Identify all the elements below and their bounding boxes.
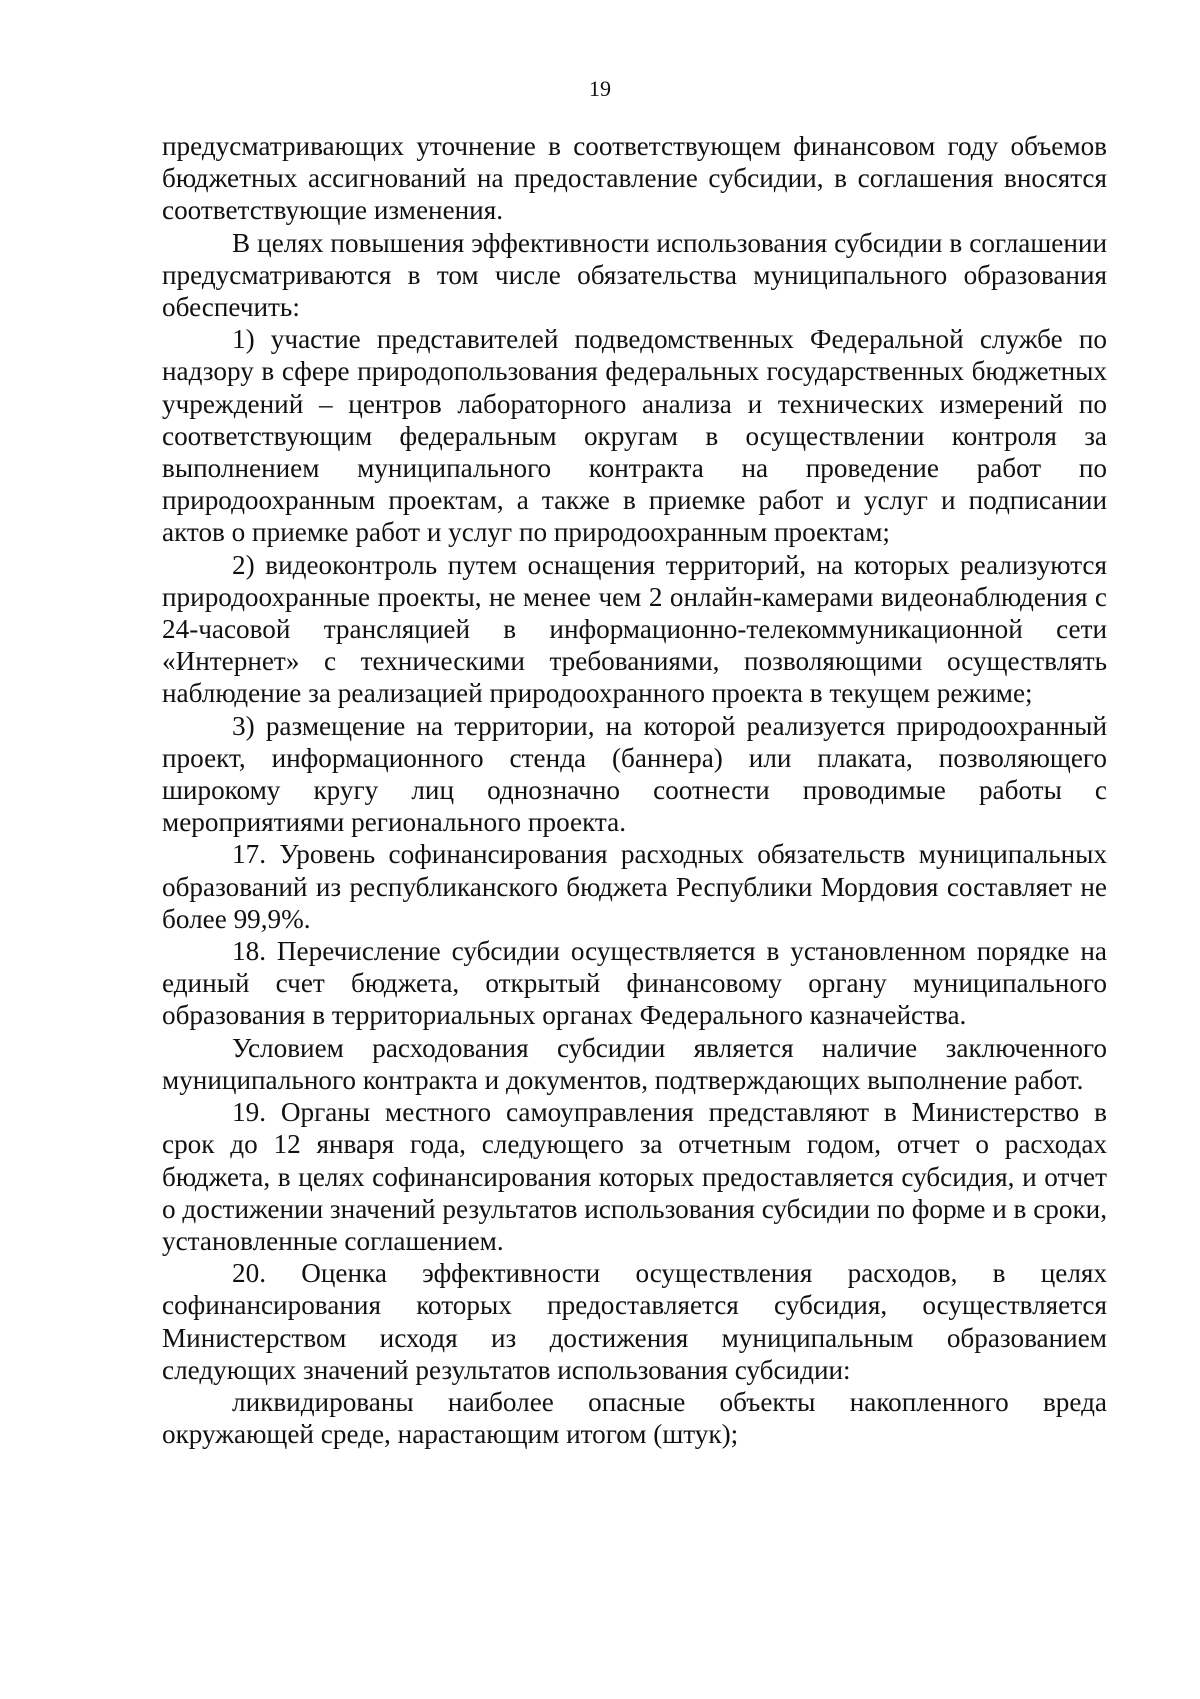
paragraph-item-2: 2) видеоконтроль путем оснащения территорий, на которых реализуются природоохранные проекты, не менее чем 2 онлайн-камерами видеонаблюдения с 24-часовой трансляцией в информационно-телекоммуникационной сети «Интернет» с техническими требованиями, позволяющими осуществлять наблюдение за реализацией природоохранного проекта в текущем режиме; [162, 549, 1107, 709]
paragraph-clause-20: 20. Оценка эффективности осуществления расходов, в целях софинансирования которых предоставляется субсидия, осуществляется Министерством исходя из достижения муниципальным образованием следующих значений результатов использования субсидии: [162, 1258, 1107, 1385]
paragraph-clause-17: 17. Уровень софинансирования расходных обязательств муниципальных образований из республиканского бюджета Республики Мордовия составляет не более 99,9%. [162, 839, 1107, 934]
paragraph-obligations-intro: В целях повышения эффективности использования субсидии в соглашении предусматриваются в том числе обязательства муниципального образования обеспечить: [162, 227, 1107, 323]
document-body [162, 130, 1107, 1450]
paragraph-item-1: 1) участие представителей подведомственных Федеральной службе по надзору в сфере природопользования федеральных государственных бюджетных учреждений – центров лабораторного анализа и технических измерений по соответствующим федеральным округам в осуществлении контроля за выполнением муниципального контракта на проведение работ по природоохранным проектам, а также в приемке работ и услуг и подписании актов о приемке работ и услуг по природоохранным проектам; [162, 324, 1107, 548]
paragraph-item-3: 3) размещение на территории, на которой реализуется природоохранный проект, информационного стенда (баннера) или плаката, позволяющего широкому кругу лиц однозначно соотнести проводимые работы с мероприятиями регионального проекта. [162, 710, 1107, 838]
paragraph-continuation: предусматривающих уточнение в соответствующем финансовом году объемов бюджетных ассигнований на предоставление субсидии, в соглашения вносятся соответствующие изменения. [162, 131, 1107, 226]
page-number: 19 [589, 76, 611, 101]
paragraph-clause-18: 18. Перечисление субсидии осуществляется в установленном порядке на единый счет бюджета, открытый финансовому органу муниципального образования в территориальных органах Федерального казначейства. [162, 936, 1107, 1031]
paragraph-result-indicator: ликвидированы наиболее опасные объекты накопленного вреда окружающей среде, нарастающим итогом (штук); [162, 1386, 1107, 1450]
paragraph-clause-19: 19. Органы местного самоуправления представляют в Министерство в срок до 12 января года, следующего за отчетным годом, отчет о расходах бюджета, в целях софинансирования которых предоставляется субсидия, и отчет о достижении значений результатов использования субсидии по форме и в сроки, установленные соглашением. [162, 1097, 1108, 1256]
paragraph-spending-condition: Условием расходования субсидии является наличие заключенного муниципального контракта и документов, подтверждающих выполнение работ. [162, 1032, 1107, 1095]
